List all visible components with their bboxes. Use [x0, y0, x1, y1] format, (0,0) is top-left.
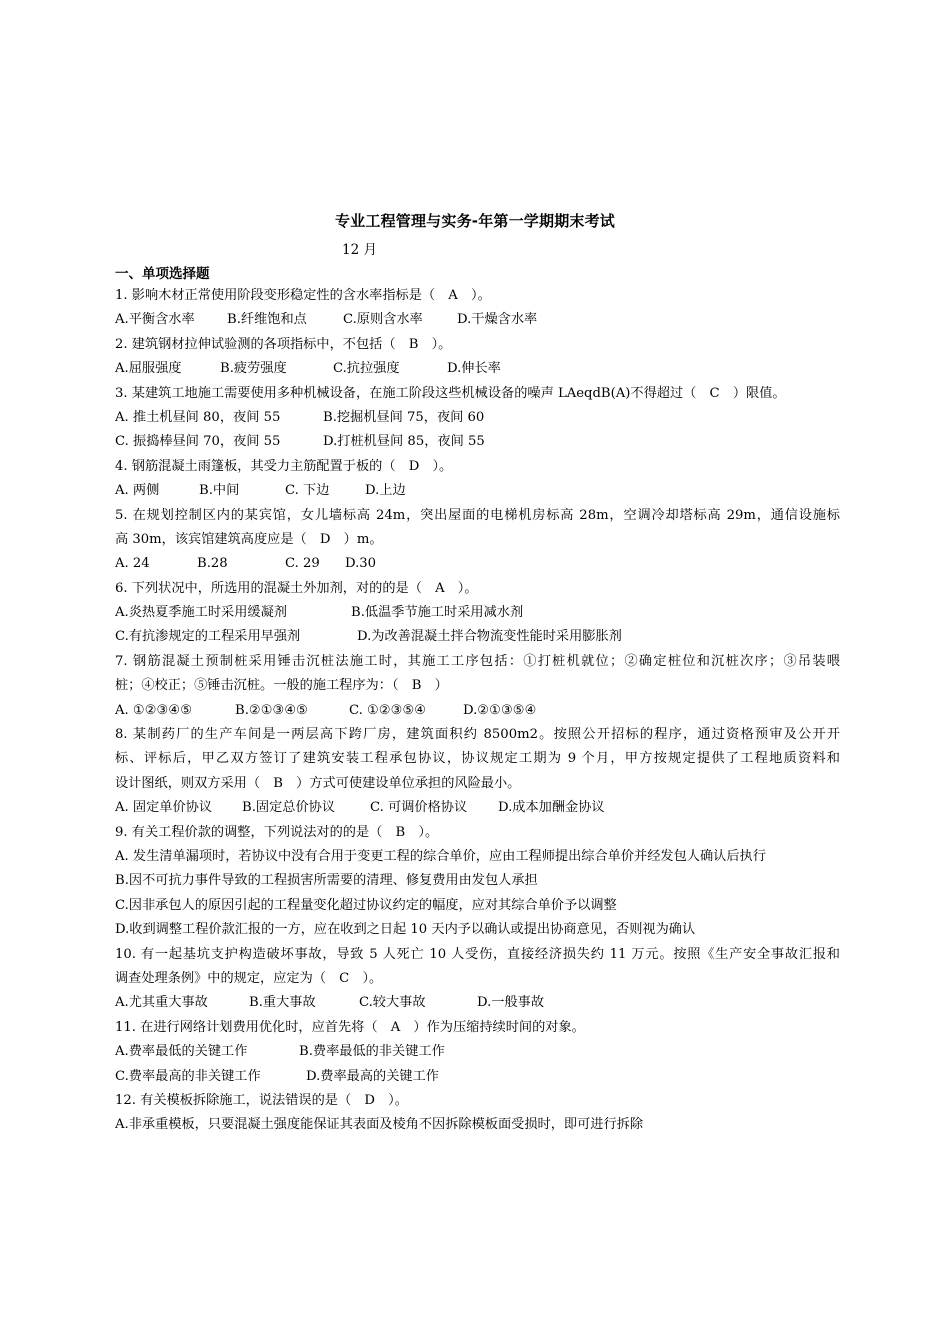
option-row — [115, 796, 840, 820]
answer-option: D.打桩机昼间 85，夜间 55 — [323, 434, 485, 450]
question-text: 1. 影响木材正常使用阶段变形稳定性的含水率指标是（ A ）。 — [115, 288, 491, 303]
answer-option: D.②①③⑤④ — [463, 702, 537, 718]
answer-option: D.伸长率 — [447, 361, 501, 377]
page-title: 专业工程管理与实务-年第一学期期末考试 — [334, 212, 616, 230]
answer-option: B.28 — [197, 556, 228, 572]
answer-option: A.费率最低的关键工作 — [115, 1044, 248, 1060]
answer-option: B.费率最低的非关键工作 — [299, 1044, 445, 1060]
question-text: 标、评标后，甲乙双方签订了建筑安装工程承包协议，协议规定工期为 9 个月，甲方按规定提供了工程地质资料和 — [115, 751, 840, 767]
question-text: 桩；④校正；⑤锤击沉桩。一般的施工程序为：（ B ） — [115, 678, 448, 694]
section-heading: 一、单项选择题 — [115, 266, 210, 282]
option-row — [115, 406, 840, 430]
question-text: 2. 建筑钢材拉伸试验测的各项指标中，不包括（ B ）。 — [115, 336, 452, 352]
answer-option: A.屈服强度 — [115, 361, 182, 377]
answer-option: B.②①③④⑤ — [235, 702, 308, 718]
answer-option: A.炎热夏季施工时采用缓凝剂 — [115, 605, 287, 621]
answer-option: D.上边 — [365, 483, 406, 499]
question-list — [115, 284, 840, 1138]
exam-date: 12 月 — [342, 242, 377, 258]
option-row — [115, 1040, 840, 1064]
answer-option: B.固定总价协议 — [242, 800, 336, 816]
answer-option: C.费率最高的非关键工作 — [115, 1068, 261, 1084]
question-text: 7. 钢筋混凝土预制桩采用锤击沉桩法施工时，其施工工序包括：①打桩机就位；②确定桩位和沉桩次序；③吊装喂 — [115, 653, 840, 669]
answer-option: C.较大事故 — [359, 995, 426, 1011]
answer-option: A. 固定单价协议 — [115, 800, 213, 816]
answer-option: D.成本加酬金协议 — [498, 800, 605, 816]
question-text: 设计图纸，则双方采用（ B ）方式可使建设单位承担的风险最小。 — [115, 775, 521, 791]
answer-option: C. 下边 — [285, 483, 330, 499]
option-row — [115, 479, 840, 503]
answer-option: B.挖掘机昼间 75，夜间 60 — [323, 409, 485, 425]
question-text: A.非承重模板，只要混凝土强度能保证其表面及棱角不因拆除模板面受损时，即可进行拆除 — [115, 1117, 644, 1133]
answer-option: B.纤维饱和点 — [227, 312, 307, 328]
option-row — [115, 552, 840, 576]
question-text: 10. 有一起基坑支护构造破坏事故，导致 5 人死亡 10 人受伤，直接经济损失约 11 万元。按照《生产安全事故汇报和 — [115, 946, 840, 962]
question-text: 3. 某建筑工地施工需要使用多种机械设备，在施工阶段这些机械设备的噪声 LAeqdB(A)不得超过（ C ）限值。 — [115, 385, 786, 401]
question-text: 12. 有关模板拆除施工，说法错误的是（ D ）。 — [115, 1092, 408, 1108]
option-row — [115, 601, 840, 625]
question-text: 6. 下列状况中，所选用的混凝土外加剂，对的的是（ A ）。 — [115, 580, 478, 596]
answer-option: B.低温季节施工时采用减水剂 — [351, 605, 524, 621]
question-text: 高 30m，该宾馆建筑高度应是（ D ）m。 — [115, 531, 383, 547]
answer-option: A.尤其重大事故 — [115, 995, 208, 1011]
option-row — [115, 699, 840, 723]
question-text: B.因不可抗力事件导致的工程损害所需要的清理、修复费用由发包人承担 — [115, 873, 538, 889]
answer-option: D.为改善混凝土拌合物流变性能时采用膨胀剂 — [357, 629, 622, 645]
option-row — [115, 1065, 840, 1089]
answer-option: D.干燥含水率 — [457, 312, 538, 328]
answer-option: C.原则含水率 — [343, 312, 423, 328]
answer-option: C. 振捣棒昼间 70，夜间 55 — [115, 434, 281, 450]
option-row — [115, 991, 840, 1015]
answer-option: D.费率最高的关键工作 — [306, 1068, 439, 1084]
answer-option: A. 24 — [115, 556, 150, 572]
answer-option: C. ①②③⑤④ — [349, 702, 427, 718]
question-text: 调查处理条例》中的规定，应定为（ C ）。 — [115, 970, 383, 986]
question-text: A. 发生清单漏项时，若协议中没有合用于变更工程的综合单价，应由工程师提出综合单价并经发包人确认后执行 — [115, 848, 766, 864]
answer-option: B.疲劳强度 — [220, 361, 287, 377]
question-text: 11. 在进行网络计划费用优化时，应首先将（ A ）作为压缩持续时间的对象。 — [115, 1019, 585, 1035]
answer-option: D.30 — [345, 556, 377, 572]
question-text: C.因非承包人的原因引起的工程量变化超过协议约定的幅度，应对其综合单价予以调整 — [115, 897, 617, 913]
question-text: 8. 某制药厂的生产车间是一两层高下跨厂房，建筑面积约 8500m2。按照公开招标的程序，通过资格预审及公开开 — [115, 727, 840, 743]
question-text: 5. 在规划控制区内的某宾馆，女儿墙标高 24m，突出屋面的电梯机房标高 28m，空调冷却塔标高 29m，通信设施标 — [115, 507, 840, 523]
answer-option: A. 两侧 — [115, 483, 160, 499]
answer-option: A. ①②③④⑤ — [115, 702, 193, 718]
answer-option: D.一般事故 — [477, 995, 545, 1011]
answer-option: C. 29 — [285, 556, 320, 572]
question-text: 9. 有关工程价款的调整，下列说法对的的是（ B ）。 — [115, 824, 439, 840]
answer-option: C. 可调价格协议 — [370, 800, 468, 816]
answer-option: B.中间 — [199, 483, 240, 499]
answer-option: A. 推土机昼间 80，夜间 55 — [115, 409, 281, 425]
answer-option: B.重大事故 — [249, 995, 316, 1011]
option-row — [115, 357, 840, 381]
answer-option: C.有抗渗规定的工程采用早强剂 — [115, 629, 301, 645]
option-row — [115, 625, 840, 649]
option-row — [115, 430, 840, 454]
question-text: D.收到调整工程价款汇报的一方，应在收到之日起 10 天内予以确认或提出协商意见，否则视为确认 — [115, 922, 696, 938]
answer-option: A.平衡含水率 — [115, 312, 195, 328]
answer-option: C.抗拉强度 — [333, 361, 400, 377]
question-text: 4. 钢筋混凝土雨篷板，其受力主筋配置于板的（ D ）。 — [115, 458, 453, 474]
option-row — [115, 308, 840, 332]
